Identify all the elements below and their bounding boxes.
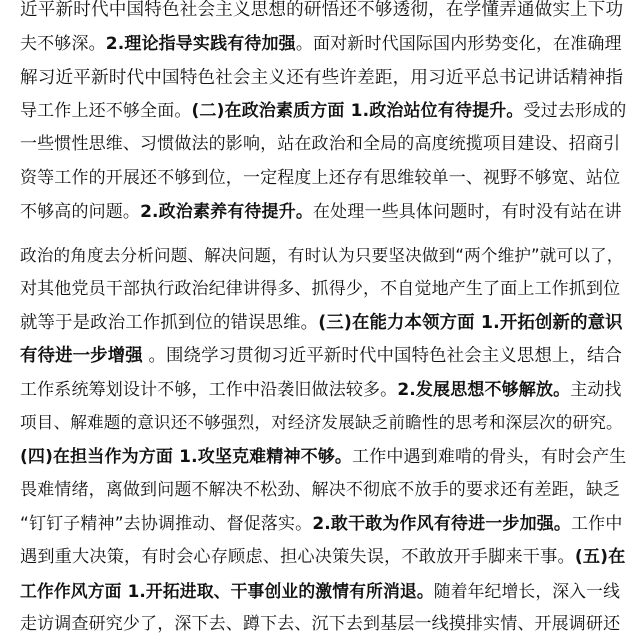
text-line: [20, 0, 626, 26]
bold-text-segment: 2.敢干敢为作风有待进一步加强。: [312, 514, 572, 534]
text-segment: 不够高的问题。: [20, 202, 141, 222]
text-segment: 随着年纪增长，深入一线: [433, 581, 621, 601]
bold-text-segment: 有待进一步增强: [20, 346, 143, 366]
text-line: [20, 441, 626, 473]
bold-text-segment: (五)在: [574, 547, 626, 567]
text-line: [20, 608, 626, 640]
bold-text-segment: (二)在政治素质方面 1.政治站位有待提升。: [191, 101, 524, 121]
text-line: [20, 95, 626, 127]
bold-text-segment: 2.发展思想不够解放。: [397, 380, 571, 400]
text-segment: 项目、解难题的意识还不够强烈，对经济发展缺乏前瞻性的思考和深层次的研究。: [20, 413, 623, 432]
text-line: [20, 541, 626, 573]
text-line: [20, 374, 626, 406]
text-line: [20, 128, 626, 160]
text-segment: 近平新时代中国特色社会主义思想的研悟还不够透彻，在学懂弄通做实上下功: [20, 0, 624, 20]
text-line: [20, 474, 626, 506]
text-line: [20, 196, 626, 228]
text-segment: 解习近平新时代中国特色社会主义还有些许差距，用习近平总书记讲话精神指: [20, 68, 624, 88]
bold-text-segment: 2.理论指导实践有待加强: [105, 34, 296, 54]
text-segment: 受过去形成的: [523, 101, 626, 121]
text-line: [20, 407, 626, 439]
text-line: [20, 62, 626, 94]
bold-text-segment: (三)在能力本领方面 1.开拓创新的意识: [318, 313, 623, 333]
text-line: [20, 508, 626, 540]
text-segment: 导工作上还不够全面。: [20, 101, 192, 121]
text-segment: 夫不够深。: [20, 34, 106, 54]
text-segment: 工作中: [571, 514, 623, 534]
text-line: [20, 28, 626, 60]
text-segment: 工作系统筹划设计不够，工作中沿袭旧做法较多。: [20, 380, 398, 400]
text-segment: 遇到重大决策，有时会心存顾虑、担心决策失误，不敢放开手脚来干事。: [20, 547, 575, 567]
text-segment: 畏难情绪，离做到问题不解决不松劲、解决不彻底不放手的要求还有差距，缺乏: [20, 480, 621, 500]
text-segment: 在处理一些具体问题时，有时没有站在讲: [313, 202, 622, 222]
text-line: [20, 273, 626, 305]
text-line: [20, 575, 626, 607]
text-segment: 对其他党员干部执行政治纪律讲得多、抓得少，不自觉地产生了面上工作抓到位: [20, 279, 621, 299]
text-segment: 就等于是政治工作抓到位的错误思维。: [20, 313, 319, 333]
text-segment: “钉钉子精神”去协调推动、督促落实。: [20, 514, 313, 534]
bold-text-segment: 工作作风方面 1.开拓进取、干事创业的激情有所消退。: [20, 581, 434, 601]
text-segment: 主动找: [570, 380, 622, 400]
text-line: [20, 240, 626, 272]
text-segment: 。面对新时代国际国内形势变化，在准确理: [295, 34, 622, 54]
text-segment: 。围绕学习贯彻习近平新时代中国特色社会主义思想上，结合: [142, 346, 623, 366]
text-segment: 走访调查研究少了，深下去、蹲下去、沉下去到基层一线摸排实情、开展调研还: [20, 614, 621, 634]
text-line: [20, 307, 626, 339]
text-segment: 工作中遇到难啃的骨头，有时会产生: [352, 447, 626, 467]
text-line: [20, 162, 626, 194]
text-line: [20, 340, 626, 372]
text-segment: 一些惯性思维、习惯做法的影响，站在政治和全局的高度统揽项目建设、招商引: [20, 134, 621, 154]
bold-text-segment: (四)在担当作为方面 1.攻坚克难精神不够。: [20, 447, 353, 467]
bold-text-segment: 2.政治素养有待提升。: [140, 202, 313, 222]
text-segment: 资等工作的开展还不够到位，一定程度上还存有思维较单一、视野不够宽、站位: [20, 168, 621, 188]
text-segment: 政治的角度去分析问题、解决问题，有时认为只要坚决做到“两个维护”就可以了，: [20, 246, 624, 265]
